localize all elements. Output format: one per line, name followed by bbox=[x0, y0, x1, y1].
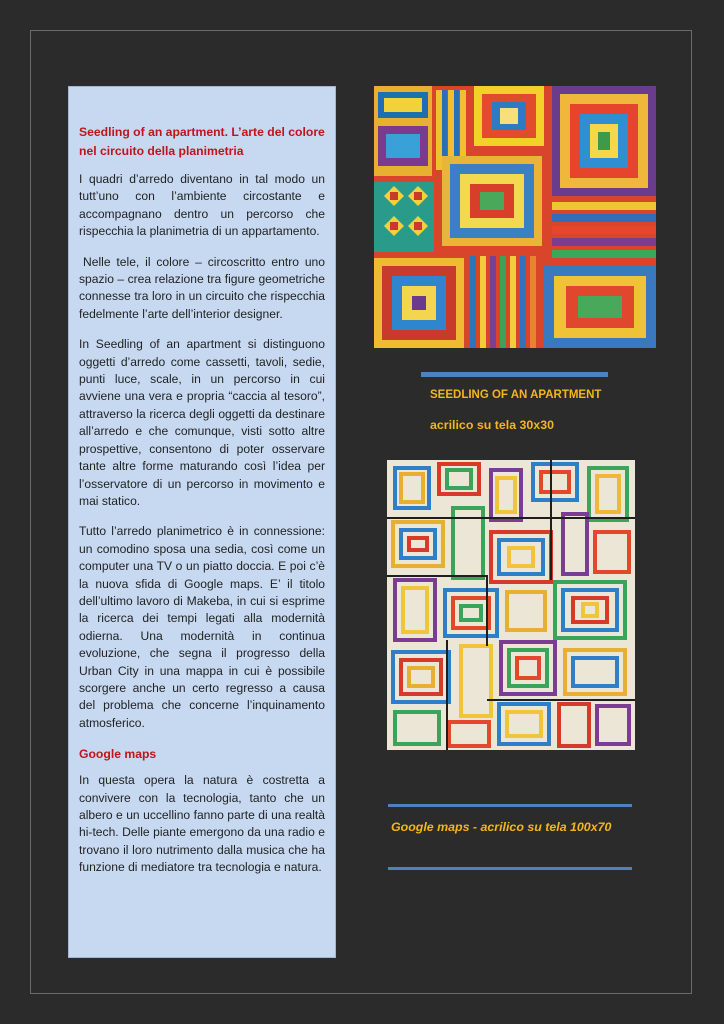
caption-rule-1 bbox=[421, 372, 608, 377]
caption-rule-2-bottom bbox=[388, 867, 632, 870]
paragraph-4: Tutto l’arredo planimetrico è in connessione: un comodino sposa una sedia, così come un computer una TV o un piatto doccia. E poi c’è la nuova sfida di Google maps. E’ il titolo dell’ultimo lavoro di Makeba, in cui si esprime la ricerca dei tempi legati alla modernità odierna. Una modernità in continua evoluzione, che segna il progresso della Urban City in una mappa in cui è possibile scorgere anche un certo regresso a causa del problema che concerne l’inquinamento atmosferico. bbox=[79, 524, 325, 730]
painting1-caption-title: SEEDLING OF AN APARTMENT bbox=[430, 389, 602, 401]
painting1-caption-medium: acrilico su tela 30x30 bbox=[430, 418, 554, 432]
paragraph-5: In questa opera la natura è costretta a convivere con la tecnologia, tanto che un albero e un uccellino fanno parte di una realtà hi-tech. Delle piante emergono da una radio e trovano il loro nutrimento dalla musica che ha funzione di mediatore tra tecnologia e natura. bbox=[79, 773, 325, 875]
article-text-panel bbox=[68, 86, 336, 958]
section-heading-seedling: Seedling of an apartment. L’arte del colore nel circuito della planimetria bbox=[79, 125, 325, 158]
caption-rule-2-top bbox=[388, 804, 632, 807]
section-heading-google-maps: Google maps bbox=[79, 747, 157, 762]
paragraph-1: I quadri d’arredo diventano in tal modo un tutt’uno con l’ambiente circostante e accompagnano dentro un percorso che rispecchia la planimetria di un appartamento. bbox=[79, 172, 325, 239]
painting-seedling-image bbox=[374, 86, 656, 348]
paragraph-2: Nelle tele, il colore – circoscritto entro uno spazio – crea relazione tra figure geometriche connesse tra loro in un circuito che rispecchia fedelmente l’arte dell’interior designer. bbox=[79, 254, 325, 321]
painting2-caption: Google maps - acrilico su tela 100x70 bbox=[391, 820, 612, 834]
painting-google-maps-image bbox=[387, 460, 635, 750]
paragraph-3: In Seedling of an apartment si distinguono oggetti d’arredo come cassetti, tavoli, sedie, punti luce, scale, in un percorso in cui avviene una vera e propria “caccia al tesoro”, attraverso la ricerca degli oggetti da destinare all’arredo e che comunque, visti sotto altre prospettive, consentono di poter osservare tante altre forme maturando così l’idea per l’osservatore di un percorso in movimento e mai statico. bbox=[79, 337, 325, 508]
